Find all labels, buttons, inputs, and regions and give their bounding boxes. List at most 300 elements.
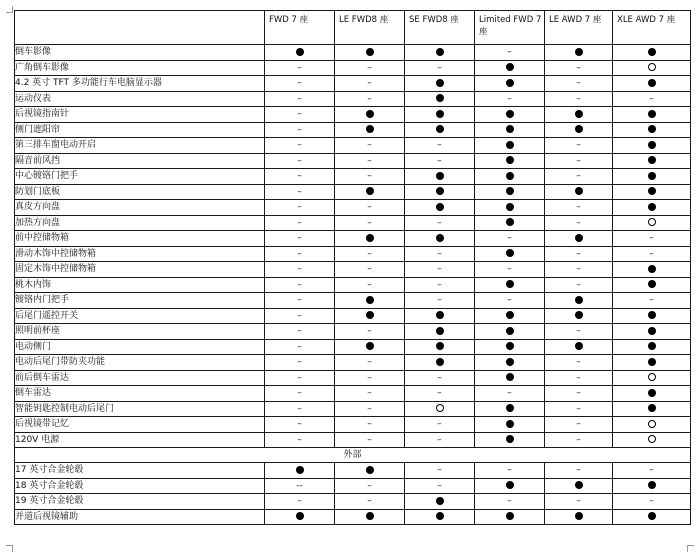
standard-dot-icon bbox=[506, 373, 514, 381]
not-available-dash: – bbox=[437, 217, 442, 228]
feature-value-cell bbox=[475, 308, 545, 324]
standard-dot-icon bbox=[575, 234, 583, 242]
table-row bbox=[15, 153, 691, 169]
not-available-dash: – bbox=[507, 388, 512, 398]
feature-name: 固定木饰中控储物箱 bbox=[15, 262, 265, 278]
not-available-dash: – bbox=[367, 388, 372, 398]
optional-circle-icon bbox=[648, 218, 656, 226]
table-row bbox=[15, 494, 691, 510]
feature-value-cell bbox=[475, 200, 545, 216]
feature-value-cell bbox=[475, 91, 545, 107]
standard-dot-icon bbox=[648, 110, 656, 118]
feature-value-cell bbox=[335, 494, 405, 510]
standard-dot-icon bbox=[575, 110, 583, 118]
table-row bbox=[15, 76, 691, 92]
feature-value-cell bbox=[335, 355, 405, 371]
feature-value-cell bbox=[475, 494, 545, 510]
not-available-dash: – bbox=[576, 357, 581, 367]
standard-dot-icon bbox=[506, 141, 514, 149]
standard-dot-icon bbox=[296, 48, 304, 56]
feature-value-cell bbox=[613, 122, 691, 138]
standard-dot-icon bbox=[648, 311, 656, 319]
feature-value-cell bbox=[405, 246, 475, 262]
standard-dot-icon bbox=[506, 79, 514, 87]
feature-value-cell bbox=[613, 215, 691, 231]
feature-name: 电动侧门 bbox=[15, 339, 265, 355]
table-row bbox=[15, 215, 691, 231]
feature-value-cell bbox=[475, 463, 545, 479]
standard-dot-icon bbox=[506, 172, 514, 180]
not-available-dash: – bbox=[367, 93, 372, 104]
feature-name: 真皮方向盘 bbox=[15, 200, 265, 216]
standard-dot-icon bbox=[575, 512, 583, 520]
not-available-dash: – bbox=[297, 496, 302, 506]
not-available-dash: – bbox=[437, 372, 442, 383]
feature-value-cell bbox=[265, 277, 335, 293]
feature-value-cell bbox=[613, 293, 691, 309]
table-row bbox=[15, 324, 691, 340]
standard-dot-icon bbox=[436, 358, 444, 366]
column-header: LE AWD 7 座 bbox=[545, 11, 613, 45]
standard-dot-icon bbox=[648, 481, 656, 489]
feature-value-cell bbox=[475, 107, 545, 123]
standard-dot-icon bbox=[648, 156, 656, 164]
feature-value-cell bbox=[335, 417, 405, 433]
feature-value-cell bbox=[475, 509, 545, 524]
not-available-dash: – bbox=[367, 202, 372, 212]
feature-value-cell bbox=[613, 153, 691, 169]
standard-dot-icon bbox=[648, 203, 656, 211]
not-available-dash: – bbox=[576, 93, 581, 104]
not-available-dash: – bbox=[576, 78, 581, 88]
feature-value-cell bbox=[613, 200, 691, 216]
feature-value-cell bbox=[405, 339, 475, 355]
standard-dot-icon bbox=[506, 156, 514, 164]
feature-value-cell bbox=[335, 293, 405, 309]
standard-dot-icon bbox=[648, 48, 656, 56]
feature-name: 隔音前风挡 bbox=[15, 153, 265, 169]
table-row bbox=[15, 509, 691, 524]
section-title: 外部 bbox=[15, 448, 691, 463]
feature-value-cell bbox=[475, 262, 545, 278]
feature-value-cell bbox=[545, 463, 613, 479]
feature-value-cell bbox=[265, 355, 335, 371]
feature-value-cell bbox=[405, 432, 475, 448]
feature-value-cell bbox=[475, 45, 545, 61]
standard-dot-icon bbox=[648, 265, 656, 273]
not-available-dash: – bbox=[576, 388, 581, 398]
feature-value-cell bbox=[405, 169, 475, 185]
not-available-dash: – bbox=[367, 264, 372, 274]
feature-name: 广角倒车影像 bbox=[15, 60, 265, 76]
feature-value-cell bbox=[613, 401, 691, 417]
feature-value-cell bbox=[405, 509, 475, 524]
standard-dot-icon bbox=[506, 327, 514, 335]
not-available-dash: – bbox=[367, 171, 372, 181]
column-header: SE FWD8 座 bbox=[405, 11, 475, 45]
feature-value-cell bbox=[265, 417, 335, 433]
feature-value-cell bbox=[335, 478, 405, 494]
crop-mark-bottom-right bbox=[687, 545, 694, 552]
standard-dot-icon bbox=[575, 187, 583, 195]
feature-value-cell bbox=[613, 509, 691, 524]
feature-value-cell bbox=[613, 107, 691, 123]
feature-value-cell bbox=[265, 76, 335, 92]
feature-name: 18 英寸合金轮毂 bbox=[15, 478, 265, 494]
feature-value-cell bbox=[265, 308, 335, 324]
feature-value-cell bbox=[405, 386, 475, 402]
feature-value-cell bbox=[545, 45, 613, 61]
column-header: LE FWD8 座 bbox=[335, 11, 405, 45]
feature-value-cell bbox=[265, 122, 335, 138]
standard-dot-icon bbox=[436, 48, 444, 56]
feature-value-cell bbox=[335, 324, 405, 340]
standard-dot-icon bbox=[436, 187, 444, 195]
feature-value-cell bbox=[545, 432, 613, 448]
feature-value-cell bbox=[265, 231, 335, 247]
not-available-dash: – bbox=[367, 326, 372, 336]
feature-value-cell bbox=[265, 169, 335, 185]
not-available-dash: – bbox=[297, 388, 302, 398]
feature-value-cell bbox=[545, 262, 613, 278]
not-available-dash: – bbox=[576, 264, 581, 274]
feature-value-cell bbox=[613, 91, 691, 107]
not-available-dash: – bbox=[576, 140, 581, 150]
feature-value-cell bbox=[475, 324, 545, 340]
not-available-dash: – bbox=[437, 62, 442, 73]
feature-value-cell bbox=[265, 478, 335, 494]
not-available-dash: – bbox=[576, 248, 581, 259]
standard-dot-icon bbox=[436, 79, 444, 87]
feature-value-cell bbox=[335, 401, 405, 417]
feature-value-cell bbox=[545, 324, 613, 340]
standard-dot-icon bbox=[366, 125, 374, 133]
feature-column-header bbox=[15, 11, 265, 45]
table-row bbox=[15, 478, 691, 494]
feature-name: 照明前杯座 bbox=[15, 324, 265, 340]
not-available-dash: – bbox=[367, 372, 372, 383]
feature-value-cell bbox=[475, 231, 545, 247]
feature-value-cell bbox=[475, 215, 545, 231]
standard-dot-icon bbox=[436, 172, 444, 180]
column-header: XLE AWD 7 座 bbox=[613, 11, 691, 45]
feature-value-cell bbox=[475, 355, 545, 371]
feature-value-cell bbox=[335, 339, 405, 355]
not-available-dash: – bbox=[367, 279, 372, 290]
feature-value-cell bbox=[475, 76, 545, 92]
feature-value-cell bbox=[335, 386, 405, 402]
feature-name: 4.2 英寸 TFT 多功能行车电脑显示器 bbox=[15, 76, 265, 92]
feature-name: 电动后尾门带防夹功能 bbox=[15, 355, 265, 371]
table-row bbox=[15, 277, 691, 293]
feature-value-cell bbox=[475, 184, 545, 200]
not-available-dash: – bbox=[507, 295, 512, 305]
feature-value-cell bbox=[475, 153, 545, 169]
not-available-dash: – bbox=[297, 403, 302, 414]
not-available-dash: – bbox=[576, 419, 581, 429]
feature-value-cell bbox=[335, 231, 405, 247]
feature-value-cell bbox=[475, 370, 545, 386]
feature-value-cell bbox=[265, 200, 335, 216]
not-available-dash: – bbox=[649, 496, 654, 506]
feature-value-cell bbox=[405, 91, 475, 107]
feature-value-cell bbox=[335, 308, 405, 324]
feature-value-cell bbox=[265, 60, 335, 76]
feature-value-cell bbox=[405, 107, 475, 123]
standard-dot-icon bbox=[366, 311, 374, 319]
feature-value-cell bbox=[405, 401, 475, 417]
feature-name: 防划门底板 bbox=[15, 184, 265, 200]
feature-value-cell bbox=[335, 184, 405, 200]
standard-dot-icon bbox=[506, 125, 514, 133]
table-row bbox=[15, 339, 691, 355]
feature-value-cell bbox=[405, 215, 475, 231]
standard-dot-icon bbox=[366, 296, 374, 304]
optional-circle-icon bbox=[648, 63, 656, 71]
optional-circle-icon bbox=[648, 373, 656, 381]
feature-value-cell bbox=[265, 339, 335, 355]
not-available-dash: – bbox=[576, 62, 581, 73]
not-available-dash: – bbox=[297, 295, 302, 305]
feature-value-cell bbox=[265, 432, 335, 448]
feature-value-cell bbox=[613, 463, 691, 479]
feature-value-cell bbox=[265, 153, 335, 169]
not-available-dash: – bbox=[367, 62, 372, 73]
feature-name: 中心镀铬门把手 bbox=[15, 169, 265, 185]
table-row bbox=[15, 169, 691, 185]
not-available-dash: – bbox=[297, 93, 302, 104]
feature-value-cell bbox=[613, 76, 691, 92]
feature-value-cell bbox=[545, 246, 613, 262]
standard-dot-icon bbox=[506, 110, 514, 118]
not-available-dash: – bbox=[576, 155, 581, 166]
header-row bbox=[15, 11, 691, 45]
table-row bbox=[15, 107, 691, 123]
feature-value-cell bbox=[545, 107, 613, 123]
feature-value-cell bbox=[545, 308, 613, 324]
standard-dot-icon bbox=[506, 249, 514, 257]
feature-value-cell bbox=[545, 478, 613, 494]
feature-value-cell bbox=[545, 153, 613, 169]
feature-name: 后视镜带记忆 bbox=[15, 417, 265, 433]
feature-value-cell bbox=[545, 339, 613, 355]
feature-value-cell bbox=[545, 231, 613, 247]
not-available-dash: – bbox=[297, 78, 302, 88]
feature-value-cell bbox=[613, 478, 691, 494]
not-available-dash: – bbox=[576, 372, 581, 383]
standard-dot-icon bbox=[366, 234, 374, 242]
standard-dot-icon bbox=[506, 481, 514, 489]
feature-value-cell bbox=[475, 122, 545, 138]
standard-dot-icon bbox=[648, 389, 656, 397]
not-available-dash: – bbox=[576, 434, 581, 445]
feature-value-cell bbox=[335, 76, 405, 92]
not-available-dash: – bbox=[367, 480, 372, 491]
feature-value-cell bbox=[545, 91, 613, 107]
not-available-dash: – bbox=[367, 78, 372, 88]
standard-dot-icon bbox=[506, 420, 514, 428]
standard-dot-icon bbox=[366, 512, 374, 520]
feature-value-cell bbox=[545, 184, 613, 200]
standard-dot-icon bbox=[575, 48, 583, 56]
feature-value-cell bbox=[475, 169, 545, 185]
feature-value-cell bbox=[405, 262, 475, 278]
feature-value-cell bbox=[265, 262, 335, 278]
not-available-dash: – bbox=[297, 341, 302, 352]
feature-value-cell bbox=[335, 91, 405, 107]
standard-dot-icon bbox=[436, 342, 444, 350]
feature-value-cell bbox=[545, 355, 613, 371]
standard-dot-icon bbox=[575, 311, 583, 319]
standard-dot-icon bbox=[436, 497, 444, 505]
feature-value-cell bbox=[335, 60, 405, 76]
feature-value-cell bbox=[265, 494, 335, 510]
feature-value-cell bbox=[265, 386, 335, 402]
table-row bbox=[15, 91, 691, 107]
optional-circle-icon bbox=[436, 404, 444, 412]
table-row bbox=[15, 432, 691, 448]
not-available-dash: – bbox=[437, 264, 442, 274]
feature-value-cell bbox=[405, 277, 475, 293]
table-row bbox=[15, 246, 691, 262]
feature-value-cell bbox=[405, 463, 475, 479]
feature-value-cell bbox=[335, 432, 405, 448]
not-available-dash: – bbox=[297, 62, 302, 73]
feature-name: 前中控储物箱 bbox=[15, 231, 265, 247]
not-available-dash: – bbox=[297, 310, 302, 321]
standard-dot-icon bbox=[506, 63, 514, 71]
not-available-dash: – bbox=[297, 248, 302, 259]
feature-value-cell bbox=[613, 417, 691, 433]
feature-name: 运动仪表 bbox=[15, 91, 265, 107]
feature-value-cell bbox=[613, 339, 691, 355]
feature-value-cell bbox=[265, 509, 335, 524]
table-row bbox=[15, 262, 691, 278]
feature-comparison-table bbox=[14, 10, 691, 525]
feature-value-cell bbox=[545, 122, 613, 138]
not-available-dash: – bbox=[297, 140, 302, 150]
not-available-dash: – bbox=[297, 155, 302, 166]
standard-dot-icon bbox=[436, 125, 444, 133]
feature-value-cell bbox=[335, 107, 405, 123]
not-available-dash: – bbox=[437, 388, 442, 398]
not-available-dash: – bbox=[507, 264, 512, 274]
feature-value-cell bbox=[335, 509, 405, 524]
table-row bbox=[15, 200, 691, 216]
not-available-dash: – bbox=[297, 434, 302, 445]
not-available-dash: – bbox=[507, 465, 512, 475]
feature-value-cell bbox=[613, 308, 691, 324]
feature-value-cell bbox=[613, 184, 691, 200]
feature-value-cell bbox=[613, 169, 691, 185]
table-row bbox=[15, 184, 691, 200]
not-available-dash: – bbox=[297, 109, 302, 119]
table-row bbox=[15, 138, 691, 154]
feature-value-cell bbox=[335, 153, 405, 169]
feature-value-cell bbox=[405, 324, 475, 340]
feature-name: 并道后视镜辅助 bbox=[15, 509, 265, 524]
feature-value-cell bbox=[405, 122, 475, 138]
feature-value-cell bbox=[335, 200, 405, 216]
feature-value-cell bbox=[265, 293, 335, 309]
not-available-dash: – bbox=[649, 295, 654, 305]
feature-value-cell bbox=[405, 478, 475, 494]
feature-name: 后尾门遥控开关 bbox=[15, 308, 265, 324]
standard-dot-icon bbox=[366, 466, 374, 474]
standard-dot-icon bbox=[648, 358, 656, 366]
feature-name: 智能钥匙控制电动后尾门 bbox=[15, 401, 265, 417]
table-row bbox=[15, 370, 691, 386]
feature-name: 滑动木饰中控储物箱 bbox=[15, 246, 265, 262]
standard-dot-icon bbox=[506, 512, 514, 520]
not-available-dash: – bbox=[576, 465, 581, 475]
standard-dot-icon bbox=[648, 79, 656, 87]
not-available-dash: – bbox=[367, 217, 372, 228]
feature-name: 120V 电源 bbox=[15, 432, 265, 448]
not-available-dash: – bbox=[437, 465, 442, 475]
feature-name: 桃木内饰 bbox=[15, 277, 265, 293]
crop-mark-bottom-left bbox=[6, 545, 13, 552]
standard-dot-icon bbox=[506, 358, 514, 366]
not-available-dash: – bbox=[297, 264, 302, 274]
feature-value-cell bbox=[545, 494, 613, 510]
not-available-dash: – bbox=[437, 155, 442, 166]
feature-value-cell bbox=[335, 122, 405, 138]
standard-dot-icon bbox=[506, 311, 514, 319]
standard-dot-icon bbox=[506, 404, 514, 412]
not-available-dash: – bbox=[367, 140, 372, 150]
not-available-dash: – bbox=[367, 496, 372, 506]
feature-value-cell bbox=[265, 91, 335, 107]
standard-dot-icon bbox=[506, 218, 514, 226]
standard-dot-icon bbox=[575, 481, 583, 489]
not-available-dash: – bbox=[297, 357, 302, 367]
not-available-dash: – bbox=[576, 326, 581, 336]
feature-name: 镀铬内门把手 bbox=[15, 293, 265, 309]
feature-name: 加热方向盘 bbox=[15, 215, 265, 231]
standard-dot-icon bbox=[366, 342, 374, 350]
feature-value-cell bbox=[335, 277, 405, 293]
standard-dot-icon bbox=[436, 311, 444, 319]
not-available-dash: – bbox=[437, 480, 442, 491]
feature-value-cell bbox=[613, 355, 691, 371]
feature-name: 后视镜指南针 bbox=[15, 107, 265, 123]
feature-value-cell bbox=[613, 432, 691, 448]
standard-dot-icon bbox=[575, 342, 583, 350]
standard-dot-icon bbox=[296, 466, 304, 474]
not-available-dash: – bbox=[297, 186, 302, 197]
standard-dot-icon bbox=[436, 94, 444, 102]
not-available-dash: – bbox=[507, 233, 512, 243]
table-row bbox=[15, 231, 691, 247]
not-available-dash: – bbox=[297, 233, 302, 243]
standard-dot-icon bbox=[436, 327, 444, 335]
feature-value-cell bbox=[613, 494, 691, 510]
not-available-dash: – bbox=[367, 434, 372, 445]
not-available-dash: – bbox=[297, 217, 302, 228]
feature-value-cell bbox=[475, 417, 545, 433]
table-row bbox=[15, 401, 691, 417]
not-available-dash: – bbox=[437, 279, 442, 290]
not-available-dash: – bbox=[297, 279, 302, 290]
standard-dot-icon bbox=[648, 280, 656, 288]
standard-dot-icon bbox=[648, 187, 656, 195]
feature-value-cell bbox=[545, 76, 613, 92]
standard-dot-icon bbox=[506, 342, 514, 350]
feature-name: 前后倒车雷达 bbox=[15, 370, 265, 386]
feature-name: 19 英寸合金轮毂 bbox=[15, 494, 265, 510]
feature-value-cell bbox=[475, 60, 545, 76]
